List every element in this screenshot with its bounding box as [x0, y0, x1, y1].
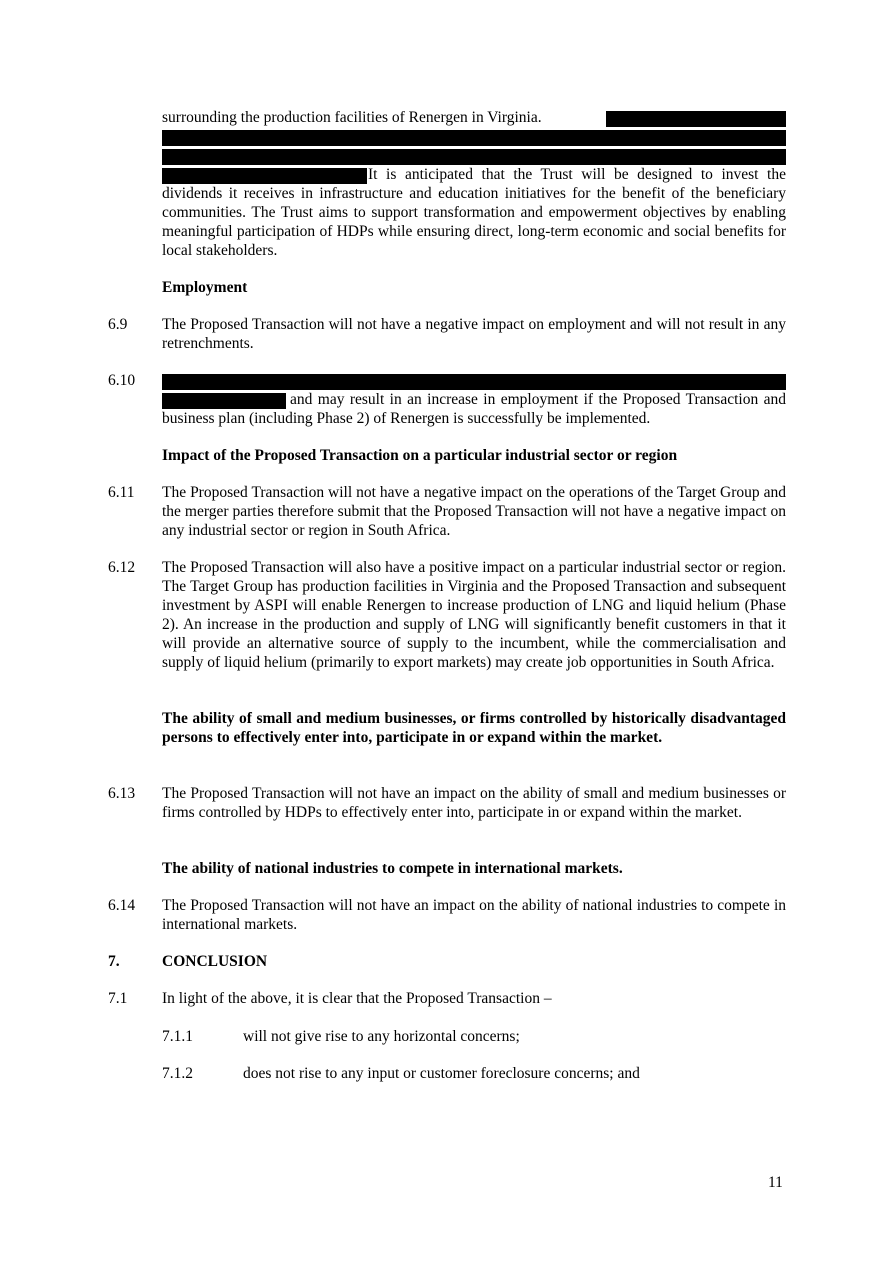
- redaction-bar: [162, 374, 786, 390]
- redaction-bar: [606, 111, 786, 127]
- paragraph-6-13: The Proposed Transaction will not have an impact on the ability of small and medium businesses or firms controlled by HDPs to effectively enter into, participate in or expand within the market.: [162, 785, 786, 821]
- paragraph-6-14: The Proposed Transaction will not have an impact on the ability of national industries to compete in international markets.: [162, 897, 786, 933]
- paragraph-7-1: In light of the above, it is clear that the Proposed Transaction –: [162, 990, 552, 1007]
- paragraph-number: 6.11: [108, 484, 135, 501]
- heading-small-medium-businesses: The ability of small and medium businesses, or firms controlled by historically disadvantaged persons to effectively enter into, participate in or expand within the market.: [162, 710, 786, 746]
- section-number: 7.: [108, 953, 120, 970]
- paragraph-6-10: and may result in an increase in employment if the Proposed Transaction and business plan (including Phase 2) of Renergen is successfully be implemented.: [162, 391, 786, 427]
- paragraph-number: 6.10: [108, 372, 136, 389]
- heading-industrial-sector: Impact of the Proposed Transaction on a particular industrial sector or region: [162, 447, 678, 464]
- heading-national-industries: The ability of national industries to compete in international markets.: [162, 860, 623, 877]
- paragraph-number: 6.9: [108, 316, 128, 333]
- page-number: 11: [768, 1174, 783, 1191]
- paragraph-6-9: The Proposed Transaction will not have a negative impact on employment and will not result in any retrenchments.: [162, 316, 786, 352]
- intro-line-1-text: surrounding the production facilities of Renergen in Virginia.: [162, 109, 542, 126]
- paragraph-6-12: The Proposed Transaction will also have a positive impact on a particular industrial sector or region. The Target Group has production facilities in Virginia and the Proposed Transaction and subsequent investment by ASPI will enable Renergen to increase production of LNG and liquid helium (Phase 2). An increase in the production and supply of LNG will significantly benefit customers in that it will provide an alternative source of supply to the incumbent, while the commercialisation and supply of liquid helium (primarily to export markets) may create job opportunities in South Africa.: [162, 559, 786, 671]
- subparagraph-number: 7.1.1: [162, 1028, 193, 1045]
- paragraph-number: 7.1: [108, 990, 128, 1007]
- redaction-bar: [162, 130, 786, 146]
- intro-paragraph-text: It is anticipated that the Trust will be designed to invest the dividends it receives in infrastructure and education initiatives for the benefit of the beneficiary communities. The Trust aims to support transformation and empowerment objectives by enabling meaningful participation of HDPs while ensuring direct, long-term economic and social benefits for local stakeholders.: [162, 166, 786, 259]
- subparagraph-7-1-2: does not rise to any input or customer foreclosure concerns; and: [243, 1065, 640, 1082]
- heading-employment: Employment: [162, 279, 248, 296]
- paragraph-number: 6.12: [108, 559, 136, 576]
- redaction-bar: [162, 393, 286, 409]
- subparagraph-7-1-1: will not give rise to any horizontal concerns;: [243, 1028, 520, 1045]
- redaction-bar: [162, 149, 786, 165]
- paragraph-number: 6.13: [108, 785, 136, 802]
- redaction-bar: [162, 168, 367, 184]
- paragraph-number: 6.14: [108, 897, 136, 914]
- subparagraph-number: 7.1.2: [162, 1065, 193, 1082]
- section-title-conclusion: CONCLUSION: [162, 953, 268, 970]
- paragraph-6-11: The Proposed Transaction will not have a negative impact on the operations of the Target Group and the merger parties therefore submit that the Proposed Transaction will not have a negative impact on any industrial sector or region in South Africa.: [162, 484, 786, 539]
